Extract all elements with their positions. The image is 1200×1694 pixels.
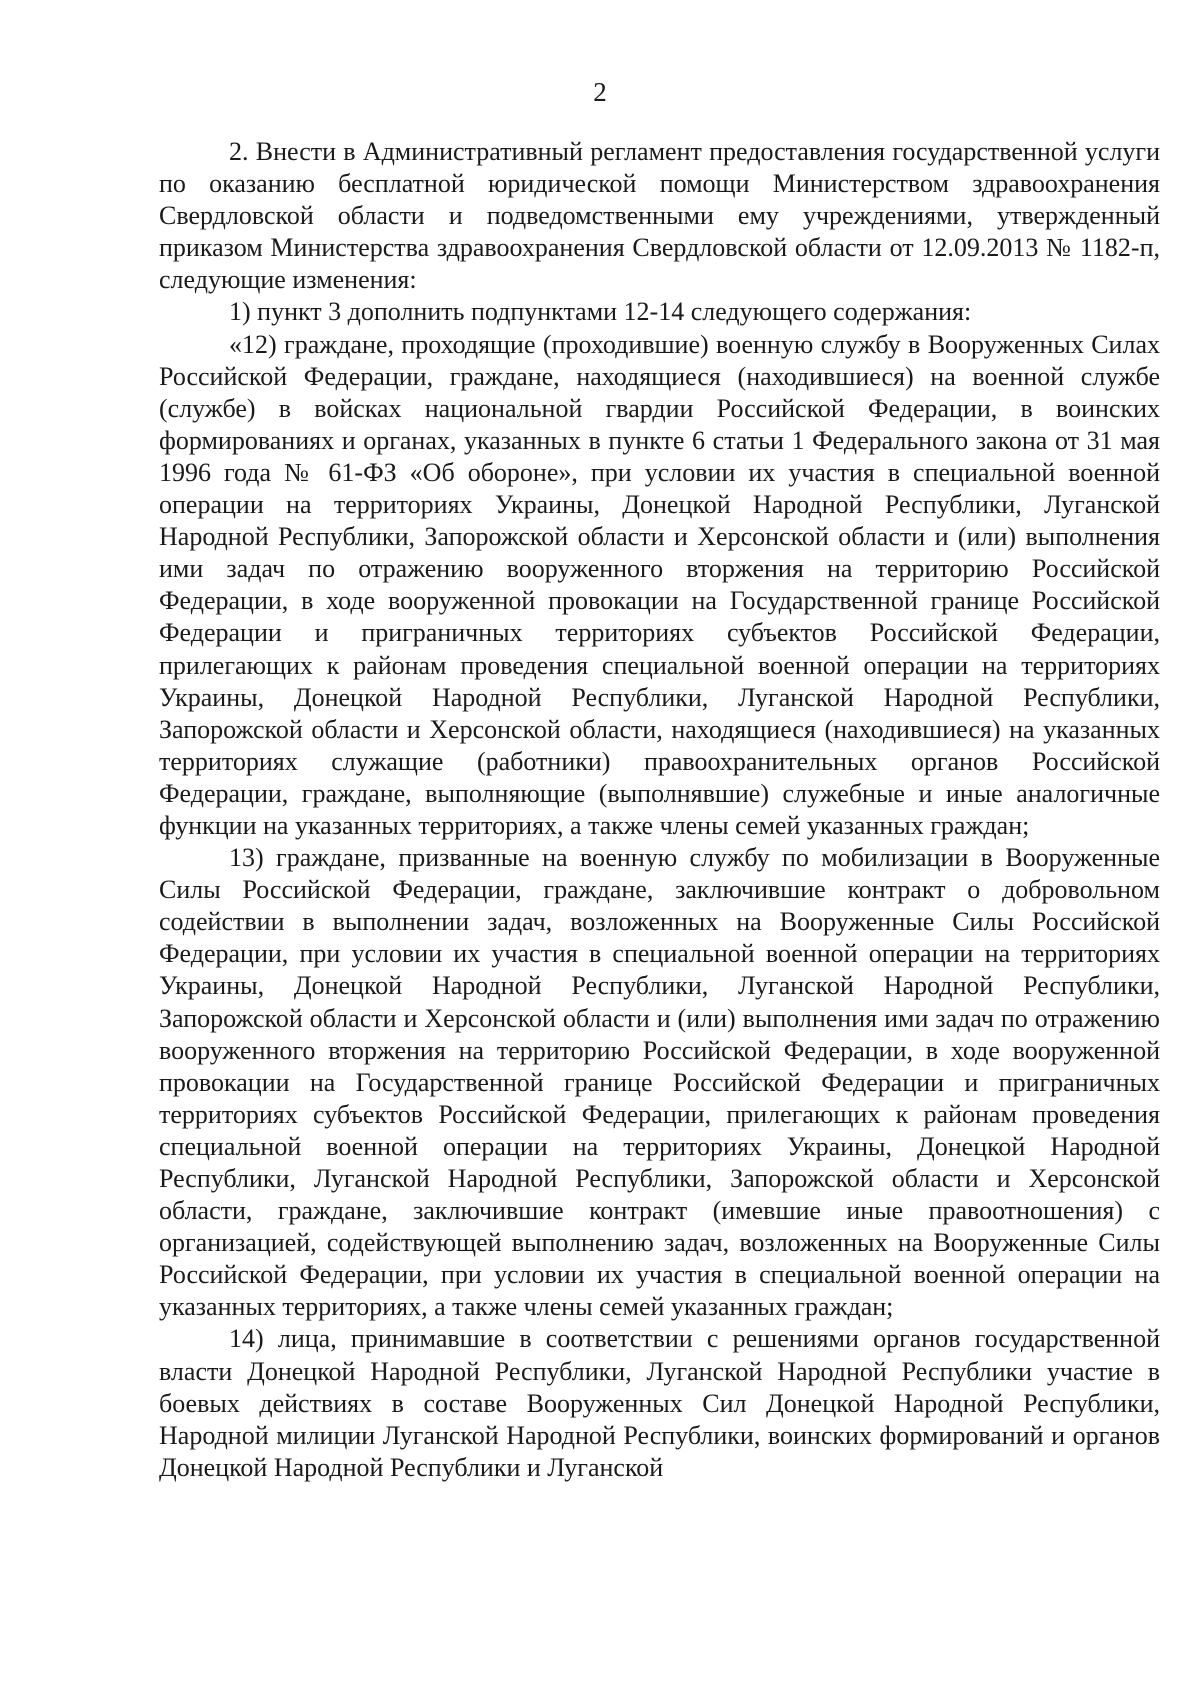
paragraph-item-2-amendment: 2. Внести в Административный регламент предоставления государственной услуги по оказанию бесплатной юридической помощи Министерством здравоохранения Свердловской области и подведомственными ему учреждениями, утвержденный приказом Министерства здравоохранения Свердловской области от 12.09.2013 № 1182-п, следующие изменения: (159, 137, 1160, 295)
page-number: 2 (593, 77, 607, 107)
paragraph-subitem-14: 14) лица, принимавшие в соответствии с решениями органов государственной власти Донецкой Народной Республики, Луганской Народной Республики участие в боевых действиях в составе Вооруженных Сил Донецкой Народной Республики, Народной милиции Луганской Народной Республики, воинских формирований и органов Донецкой Народной Республики и Луганской (159, 1324, 1160, 1482)
paragraph-subitem-13: 13) граждане, призванные на военную службу по мобилизации в Вооруженные Силы Российской Федерации, граждане, заключившие контракт о добровольном содействии в выполнении задач, возложенных на Вооруженные Силы Российской Федерации, при условии их участия в специальной военной операции на территориях Украины, Донецкой Народной Республики, Луганской Народной Республики, Запорожской области и Херсонской области и (или) выполнения ими задач по отражению вооруженного вторжения на территорию Российской Федерации, в ходе вооруженной провокации на Государственной границе Российской Федерации и приграничных территориях субъектов Российской Федерации, прилегающих к районам проведения специальной военной операции на территориях Украины, Донецкой Народной Республики, Луганской Народной Республики, Запорожской области и Херсонской области, граждане, заключившие контракт (имевшие иные правоотношения) с организацией, содействующей выполнению задач, возложенных на Вооруженные Силы Российской Федерации, при условии их участия в специальной военной операции на указанных территориях, а также члены семей указанных граждан; (159, 843, 1160, 1322)
paragraph-subitem-12: «12) граждане, проходящие (проходившие) военную службу в Вооруженных Силах Российской Федерации, граждане, находящиеся (находившиеся) на военной службе (службе) в войсках национальной гвардии Российской Федерации, в воинских формированиях и органах, указанных в пункте 6 статьи 1 Федерального закона от 31 мая 1996 года № 61-ФЗ «Об обороне», при условии их участия в специальной военной операции на территориях Украины, Донецкой Народной Республики, Луганской Народной Республики, Запорожской области и Херсонской области и (или) выполнения ими задач по отражению вооруженного вторжения на территорию Российской Федерации, в ходе вооруженной провокации на Государственной границе Российской Федерации и приграничных территориях субъектов Российской Федерации, прилегающих к районам проведения специальной военной операции на территориях Украины, Донецкой Народной Республики, Луганской Народной Республики, Запорожской области и Херсонской области, находящиеся (находившиеся) на указанных территориях служащие (работники) правоохранительных органов Российской Федерации, граждане, выполняющие (выполнявшие) служебные и иные аналогичные функции на указанных территориях, а также члены семей указанных граждан; (159, 329, 1160, 840)
paragraph-subitem-1: 1) пункт 3 дополнить подпунктами 12-14 следующего содержания: (229, 297, 972, 327)
document-body (159, 136, 1160, 1484)
